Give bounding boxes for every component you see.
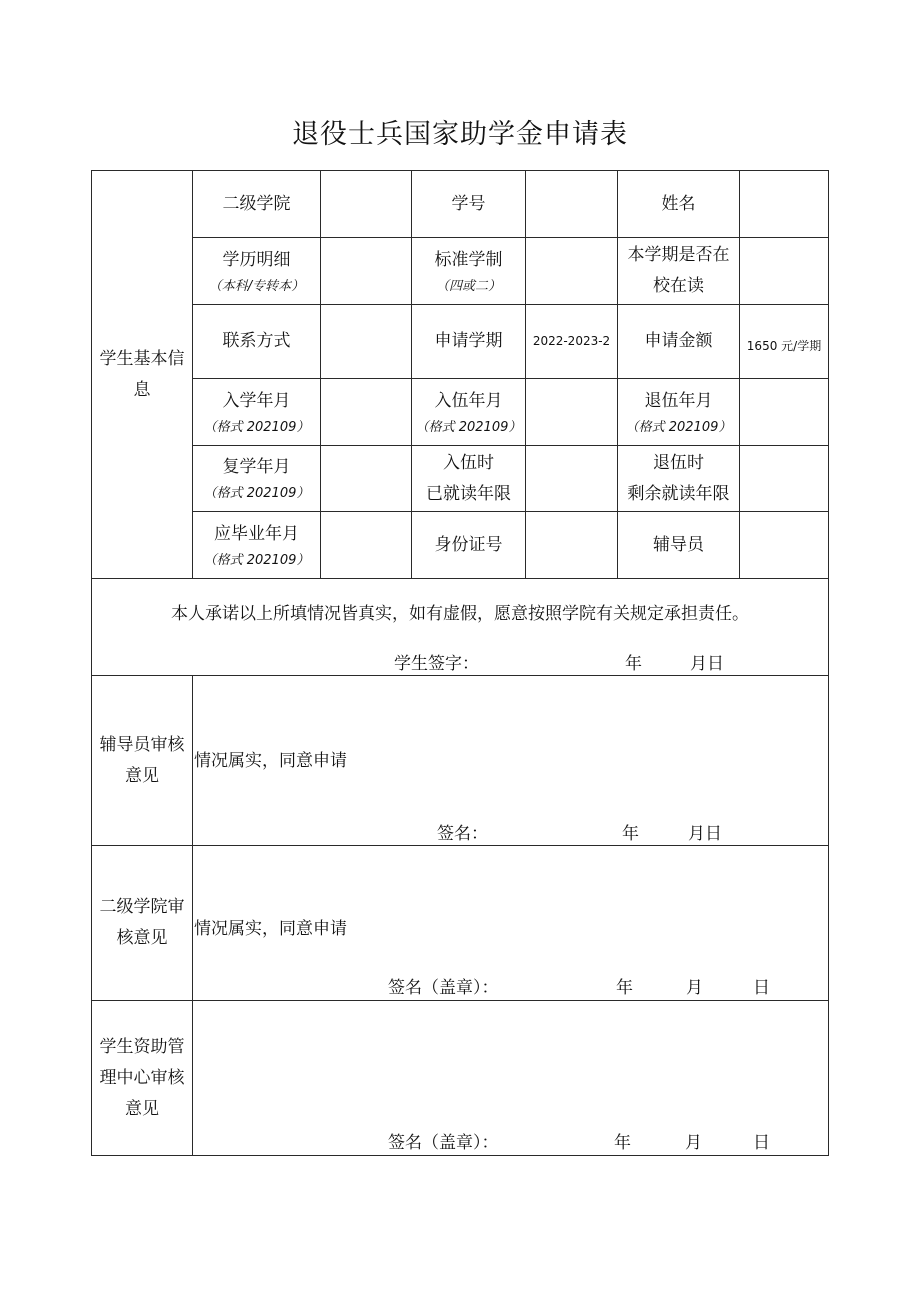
resume-field[interactable] (321, 446, 411, 511)
label-duration-text: 标准学制 (434, 249, 503, 270)
label-enlist-text: 入伍年月 (434, 390, 503, 411)
label-name-text: 姓名 (661, 193, 696, 214)
discharge-field[interactable] (740, 379, 828, 445)
label-student-id-text: 学号 (451, 193, 486, 214)
table-border-left (91, 170, 92, 1156)
label-term (412, 305, 525, 378)
label-counselor-text: 辅导员 (653, 534, 704, 555)
label-admission-text: 入学年月 (222, 390, 291, 411)
label-remain-years-line2: 剩余就读年限 (627, 483, 730, 504)
college-day-label: 日 (753, 978, 770, 998)
label-college-text: 二级学院 (222, 193, 291, 214)
college-opinion[interactable]: 情况属实，同意申请 (194, 919, 347, 939)
remain-years-field[interactable] (740, 446, 828, 511)
resume-format-hint: （格式 202109） (203, 486, 310, 501)
section-divider (91, 845, 829, 846)
graduation-format-hint: （格式 202109） (203, 552, 310, 568)
section-label-text: 学生基本信息 (99, 348, 185, 400)
label-discharge-text: 退伍年月 (644, 390, 713, 411)
name-field[interactable] (740, 171, 828, 237)
counselor-opinion[interactable]: 情况属实，同意申请 (194, 751, 347, 771)
label-admission (193, 379, 320, 445)
label-student-id (412, 171, 525, 237)
student-id-field[interactable] (526, 171, 617, 237)
counselor-field[interactable] (740, 512, 828, 578)
pledge-month-day-label: 月日 (690, 654, 724, 674)
term-value-text: 2022-2023-2 (532, 334, 611, 348)
pledge-text: 本人承诺以上所填情况皆真实，如有虚假，愿意按照学院有关规定承担责任。 (171, 604, 749, 624)
duration-field[interactable] (526, 238, 617, 304)
counselor-month-day-label: 月日 (688, 824, 722, 844)
college-field[interactable] (321, 171, 411, 237)
label-resume-text: 复学年月 (222, 457, 291, 477)
label-id-number (412, 512, 525, 578)
duration-hint: （四或二） (435, 278, 501, 294)
label-enrolled (618, 238, 739, 304)
label-id-number-text: 身份证号 (434, 534, 503, 555)
aid-center-review-label-text: 学生资助管理中心审核意见 (99, 1036, 185, 1119)
label-graduation-text: 应毕业年月 (214, 523, 299, 544)
graduation-field[interactable] (321, 512, 411, 578)
col-divider (192, 675, 193, 1156)
counselor-review-label-text: 辅导员审核意见 (99, 734, 185, 786)
college-review-label (93, 846, 191, 1000)
counselor-review-label (93, 676, 191, 845)
pledge-year-label: 年 (625, 654, 642, 674)
discharge-format-hint: （格式 202109） (625, 419, 732, 435)
enrolled-field[interactable] (740, 238, 828, 304)
aid-center-signature-label: 签名（盖章）： (388, 1133, 499, 1153)
admission-format-hint: （格式 202109） (203, 419, 310, 435)
table-border-bottom (91, 1155, 829, 1156)
label-college (193, 171, 320, 237)
label-education (193, 238, 320, 304)
student-signature-label: 学生签字： (394, 654, 479, 674)
college-year-label: 年 (616, 978, 633, 998)
label-term-text: 申请学期 (434, 331, 503, 351)
section-label-basic-info (93, 171, 191, 578)
counselor-year-label: 年 (622, 824, 639, 844)
education-hint: （本科/专转本） (208, 278, 305, 294)
id-number-field[interactable] (526, 512, 617, 578)
enlist-years-field[interactable] (526, 446, 617, 511)
label-discharge (618, 379, 739, 445)
amount-value-text: 1650 元/学期 (746, 339, 822, 353)
label-remain-years-line1: 退伍时 (653, 452, 704, 473)
label-contact (193, 305, 320, 378)
term-value[interactable] (526, 305, 617, 378)
label-contact-text: 联系方式 (222, 331, 291, 351)
aid-center-opinion-area[interactable] (194, 1002, 826, 1112)
label-enrolled-text: 本学期是否在校在读 (627, 245, 730, 296)
label-enlist-years-line2: 已就读年限 (426, 483, 511, 504)
label-enlist-years (412, 446, 525, 511)
enlist-field[interactable] (526, 379, 617, 445)
label-amount-text: 申请金额 (644, 331, 713, 351)
section-divider (91, 675, 829, 676)
student-signature-area[interactable] (480, 648, 620, 674)
label-resume (193, 446, 320, 511)
college-month-label: 月 (686, 978, 703, 998)
amount-value[interactable] (740, 305, 828, 378)
aid-center-day-label: 日 (753, 1133, 770, 1153)
label-duration (412, 238, 525, 304)
section-divider (91, 1000, 829, 1001)
label-counselor (618, 512, 739, 578)
admission-field[interactable] (321, 379, 411, 445)
college-signature-label: 签名（盖章）： (388, 978, 499, 998)
label-name (618, 171, 739, 237)
label-education-text: 学历明细 (222, 249, 291, 270)
label-graduation (193, 512, 320, 578)
college-review-label-text: 二级学院审核意见 (99, 897, 185, 948)
form-title: 退役士兵国家助学金申请表 (292, 119, 628, 150)
aid-center-year-label: 年 (614, 1133, 631, 1153)
contact-field[interactable] (321, 305, 411, 378)
label-amount (618, 305, 739, 378)
education-field[interactable] (321, 238, 411, 304)
table-border-right (828, 170, 829, 1156)
counselor-signature-label: 签名： (437, 824, 488, 844)
section-divider (91, 578, 829, 579)
label-remain-years (618, 446, 739, 511)
aid-center-month-label: 月 (685, 1133, 702, 1153)
enlist-format-hint: （格式 202109） (415, 419, 522, 435)
label-enlist-years-line1: 入伍时 (443, 452, 494, 473)
aid-center-review-label (93, 1001, 191, 1155)
label-enlist (412, 379, 525, 445)
